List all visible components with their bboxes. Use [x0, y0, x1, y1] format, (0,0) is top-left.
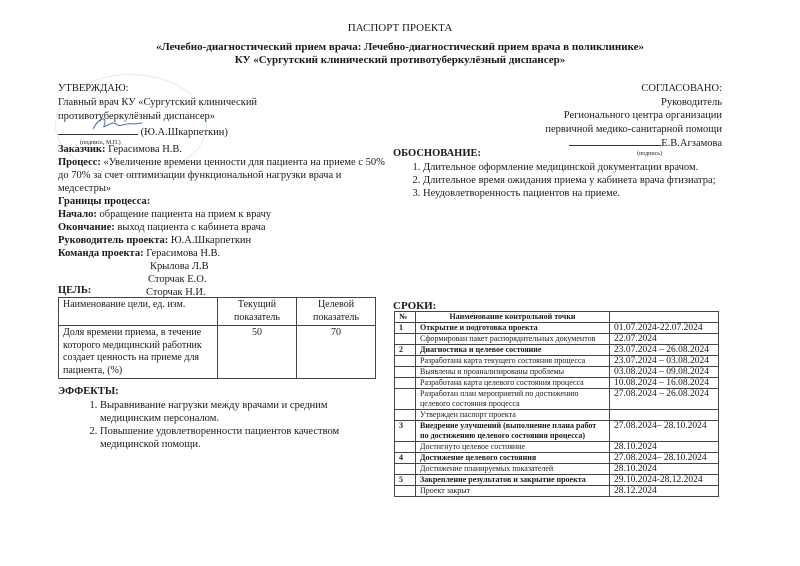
approve-caption: (подпись, М.П.) — [80, 140, 121, 146]
goal-target: 70 — [297, 326, 376, 379]
row-date: 23.07.2024 – 03.08.2024 — [610, 356, 719, 367]
row-name: Выявлены и проанализированы проблемы — [416, 367, 610, 378]
goal-label: ЦЕЛЬ: — [58, 285, 92, 296]
row-date: 29.10.2024-28.12.2024 — [610, 475, 719, 486]
table-row — [395, 486, 719, 497]
team-member: Сторчак Н.И. — [146, 287, 206, 298]
row-num: 1 — [395, 323, 416, 334]
start-value: обращение пациента на прием к врачу — [99, 209, 272, 220]
effect-item: 1. Выравнивание нагрузки между врачами и средним медицинским персоналом. — [100, 399, 360, 425]
row-name: Разработана карта текущего состояния процесса — [416, 356, 610, 367]
row-num — [395, 442, 416, 453]
row-date: 10.08.2024 – 16.08.2024 — [610, 378, 719, 389]
table-row — [59, 326, 376, 379]
row-num — [395, 410, 416, 421]
approval-block — [58, 82, 257, 147]
goal-name: Доля времени приема, в течение которого медицинский работник создает ценность на приеме для пациента, (%) — [59, 326, 218, 379]
approve-line-2: противотуберкулёзный диспансер» — [58, 111, 216, 122]
table-row — [395, 323, 719, 334]
terms-header-num: № — [395, 312, 416, 323]
table-row — [395, 421, 719, 442]
row-date: 23.07.2024 – 26.08.2024 — [610, 345, 719, 356]
subtitle-line-2: КУ «Сургутский клинический противотуберкулёзный диспансер» — [234, 54, 566, 66]
row-num: 3 — [395, 421, 416, 442]
row-num: 2 — [395, 345, 416, 356]
justification-item: 1. Длительное оформление медицинской документации врачом. — [423, 161, 716, 174]
table-row — [395, 356, 719, 367]
row-date: 27.08.2024 – 26.08.2024 — [610, 389, 719, 410]
goal-table — [58, 297, 376, 379]
terms-header-name: Наименование контрольной точки — [416, 312, 610, 323]
row-num — [395, 367, 416, 378]
agree-line-3: первичной медико-санитарной помощи — [545, 123, 722, 135]
justification-section — [393, 147, 716, 200]
row-date: 28.12.2024 — [610, 486, 719, 497]
table-row — [395, 464, 719, 475]
table-row — [395, 345, 719, 356]
team-member: Сторчак Е.О. — [148, 274, 207, 285]
row-name: Достижение планируемых показателей — [416, 464, 610, 475]
row-name: Разработана карта целевого состояния процесса — [416, 378, 610, 389]
row-num — [395, 356, 416, 367]
row-date: 27.08.2024– 28.10.2024 — [610, 421, 719, 442]
approve-signer: (Ю.А.Шкарпеткин) — [140, 127, 228, 138]
subtitle-line-1: «Лечебно-диагностический прием врача: Лечебно-диагностический прием врача в поликлинике» — [155, 41, 645, 53]
team-label: Команда проекта: — [58, 248, 144, 259]
row-name: Открытие и подготовка проекта — [416, 323, 610, 334]
row-num — [395, 486, 416, 497]
row-name: Разработан план мероприятий по достижению целевого состояния процесса — [416, 389, 610, 410]
row-name: Проект закрыт — [416, 486, 610, 497]
table-row — [395, 475, 719, 486]
lead-value: Ю.А.Шкарпеткин — [170, 235, 252, 246]
effects-label: ЭФФЕКТЫ: — [58, 386, 119, 397]
lead-label: Руководитель проекта: — [58, 235, 169, 246]
agree-line-1: Руководитель — [661, 96, 722, 108]
document-subtitle — [0, 41, 800, 67]
effects-section — [58, 385, 360, 451]
justification-item: 3. Неудовлетворенность пациентов на приеме. — [423, 187, 716, 200]
row-date: 28.10.2024 — [610, 464, 719, 475]
justification-item: 2. Длительное время ожидания приема у кабинета врача фтизиатра; — [423, 174, 716, 187]
table-row — [395, 442, 719, 453]
bounds-label: Границы процесса: — [58, 196, 151, 207]
row-num — [395, 464, 416, 475]
team-member: Крылова Л.В — [150, 261, 209, 272]
approve-label: УТВЕРЖДАЮ: — [58, 83, 129, 94]
customer-value: Герасимова Н.В. — [108, 144, 183, 155]
terms-table — [394, 311, 719, 497]
table-header-row — [395, 312, 719, 323]
agree-label: СОГЛАСОВАНО: — [641, 83, 722, 94]
table-row — [395, 334, 719, 345]
row-num — [395, 378, 416, 389]
table-row — [395, 453, 719, 464]
justification-label: ОБОСНОВАНИЕ: — [393, 148, 482, 159]
goal-header-current: Текущий показатель — [218, 298, 297, 326]
signature-icon — [90, 114, 145, 132]
process-label: Процесс: — [58, 157, 101, 168]
row-name: Внедрение улучшений (выполнение плана работ по достижению целевого состояния процесса) — [416, 421, 610, 442]
project-info — [58, 143, 388, 299]
row-name: Сформирован пакет распорядительных документов — [416, 334, 610, 345]
agree-line-2: Регионального центра организации — [563, 110, 722, 121]
table-row — [395, 378, 719, 389]
row-num: 4 — [395, 453, 416, 464]
goal-header-target: Целевой показатель — [297, 298, 376, 326]
end-value: выход пациента с кабинета врача — [117, 222, 266, 233]
table-row — [395, 410, 719, 421]
table-header-row — [59, 298, 376, 326]
terms-header-date — [610, 312, 719, 323]
row-date: 27.08.2024– 28.10.2024 — [610, 453, 719, 464]
row-name: Закрепление результатов и закрытие проекта — [416, 475, 610, 486]
row-date: 22.07.2024 — [610, 334, 719, 345]
table-row — [395, 367, 719, 378]
row-date: 28.10.2024 — [610, 442, 719, 453]
signature-line — [569, 136, 661, 146]
row-name: Достигнуто целевое состояние — [416, 442, 610, 453]
document-title: ПАСПОРТ ПРОЕКТА — [347, 22, 453, 34]
agree-signer: Е.В.Агзамова — [661, 138, 722, 149]
agree-caption: (подпись) — [637, 150, 662, 157]
row-name: Диагностика и целевое состояние — [416, 345, 610, 356]
team-member: Герасимова Н.В. — [146, 248, 221, 259]
row-name: Утвержден паспорт проекта — [416, 410, 610, 421]
row-date: 01.07.2024-22.07.2024 — [610, 323, 719, 334]
row-num — [395, 334, 416, 345]
approve-line-1: Главный врач КУ «Сургутский клинический — [58, 97, 258, 108]
goal-current: 50 — [218, 326, 297, 379]
process-value: «Увеличение времени ценности для пациента на приеме с 50% до 70% за счет оптимизации функциональной нагрузки врача и медсестры» — [58, 157, 385, 194]
effect-item: 2. Повышение удовлетворенности пациентов качеством медицинской помощи. — [100, 425, 360, 451]
row-date: 03.08.2024 – 09.08.2024 — [610, 367, 719, 378]
row-name: Достижение целевого состояния — [416, 453, 610, 464]
start-label: Начало: — [58, 209, 97, 220]
goal-header-name: Наименование цели, ед. изм. — [59, 298, 218, 326]
table-row — [395, 389, 719, 410]
customer-label: Заказчик: — [58, 144, 106, 155]
end-label: Окончание: — [58, 222, 115, 233]
row-num — [395, 389, 416, 410]
row-date — [610, 410, 719, 421]
row-num: 5 — [395, 475, 416, 486]
terms-label: СРОКИ: — [393, 300, 437, 312]
